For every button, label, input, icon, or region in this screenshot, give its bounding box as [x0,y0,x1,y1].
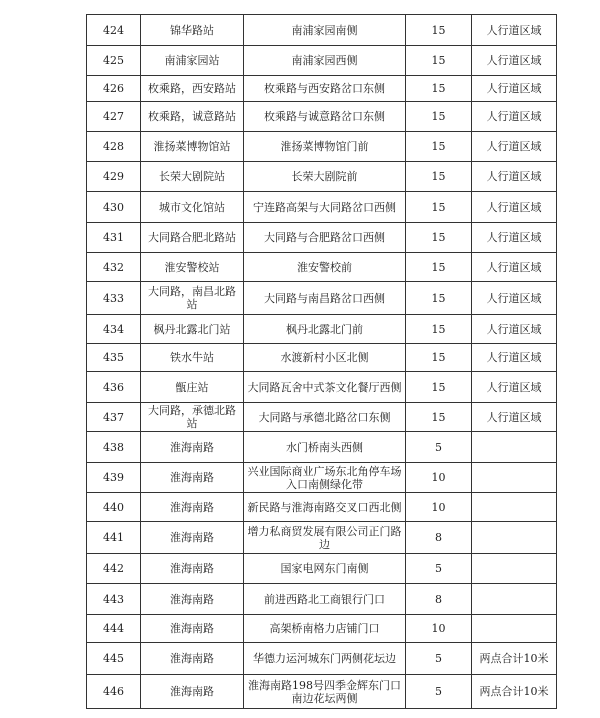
station-name: 淮海南路 [141,463,244,493]
table-row [87,554,557,584]
row-number: 441 [87,522,141,554]
parking-count: 15 [406,282,472,315]
area-note: 人行道区域 [472,162,557,192]
location-description: 大同路与承德北路岔口东侧 [244,403,406,432]
table-row [87,643,557,675]
parking-count: 8 [406,584,472,615]
table-row [87,315,557,344]
location-description: 新民路与淮海南路交叉口西北侧 [244,493,406,522]
table-row [87,46,557,76]
area-note [472,615,557,643]
station-name: 大同路，承德北路站 [141,403,244,432]
parking-count: 15 [406,162,472,192]
row-number: 446 [87,675,141,709]
parking-count: 15 [406,253,472,282]
parking-count: 15 [406,102,472,132]
station-name: 淮安警校站 [141,253,244,282]
parking-count: 15 [406,223,472,253]
table-row [87,76,557,102]
station-name: 淮海南路 [141,584,244,615]
location-description: 淮扬菜博物馆门前 [244,132,406,162]
station-name: 淮扬菜博物馆站 [141,132,244,162]
table-row [87,584,557,615]
table-row [87,432,557,463]
area-note: 人行道区域 [472,372,557,403]
station-name: 南浦家园站 [141,46,244,76]
table-row [87,522,557,554]
area-note: 人行道区域 [472,223,557,253]
location-description: 前进西路北工商银行门口 [244,584,406,615]
row-number: 429 [87,162,141,192]
table-row [87,344,557,372]
row-number: 436 [87,372,141,403]
station-name: 淮海南路 [141,675,244,709]
parking-count: 15 [406,403,472,432]
parking-count: 15 [406,192,472,223]
table-row [87,15,557,46]
table-row [87,615,557,643]
row-number: 432 [87,253,141,282]
table-row [87,403,557,432]
location-description: 枚乘路与诚意路岔口东侧 [244,102,406,132]
location-description: 淮海南路198号四季金辉东门口南边花坛两侧 [244,675,406,709]
table-row [87,162,557,192]
location-description: 长荣大剧院前 [244,162,406,192]
row-number: 430 [87,192,141,223]
row-number: 438 [87,432,141,463]
row-number: 437 [87,403,141,432]
table-row [87,675,557,709]
area-note: 人行道区域 [472,15,557,46]
table-row [87,102,557,132]
location-description: 枚乘路与西安路岔口东侧 [244,76,406,102]
location-description: 增力私商贸发展有限公司正门路边 [244,522,406,554]
parking-count: 5 [406,675,472,709]
table-row [87,253,557,282]
location-description: 水渡新村小区北侧 [244,344,406,372]
parking-location-table [86,14,557,709]
location-description: 南浦家园南侧 [244,15,406,46]
table-row [87,223,557,253]
location-description: 水门桥南头西侧 [244,432,406,463]
row-number: 431 [87,223,141,253]
parking-count: 5 [406,432,472,463]
area-note: 人行道区域 [472,315,557,344]
station-name: 淮海南路 [141,643,244,675]
location-description: 宁连路高架与大同路岔口西侧 [244,192,406,223]
area-note: 人行道区域 [472,102,557,132]
station-name: 锦华路站 [141,15,244,46]
area-note: 两点合计10米 [472,675,557,709]
row-number: 439 [87,463,141,493]
row-number: 424 [87,15,141,46]
row-number: 435 [87,344,141,372]
area-note [472,432,557,463]
parking-count: 10 [406,493,472,522]
parking-count: 5 [406,554,472,584]
row-number: 443 [87,584,141,615]
station-name: 淮海南路 [141,493,244,522]
location-description: 华德力运河城东门两侧花坛边 [244,643,406,675]
station-name: 大同路合肥北路站 [141,223,244,253]
row-number: 434 [87,315,141,344]
station-name: 枫丹北露北门站 [141,315,244,344]
table-row [87,463,557,493]
row-number: 428 [87,132,141,162]
location-description: 高架桥南格力店铺门口 [244,615,406,643]
station-name: 淮海南路 [141,522,244,554]
location-description: 淮安警校前 [244,253,406,282]
location-description: 南浦家园西侧 [244,46,406,76]
station-name: 淮海南路 [141,432,244,463]
location-description: 兴业国际商业广场东北角停车场入口南侧绿化带 [244,463,406,493]
area-note: 人行道区域 [472,76,557,102]
row-number: 427 [87,102,141,132]
station-name: 长荣大剧院站 [141,162,244,192]
row-number: 440 [87,493,141,522]
location-description: 国家电网东门南侧 [244,554,406,584]
parking-count: 15 [406,15,472,46]
area-note: 人行道区域 [472,282,557,315]
station-name: 甑庄站 [141,372,244,403]
area-note [472,463,557,493]
location-description: 大同路与南昌路岔口西侧 [244,282,406,315]
area-note [472,522,557,554]
location-description: 大同路瓦舍中式茶文化餐厅西侧 [244,372,406,403]
station-name: 淮海南路 [141,615,244,643]
parking-count: 15 [406,372,472,403]
row-number: 445 [87,643,141,675]
parking-count: 15 [406,76,472,102]
parking-count: 8 [406,522,472,554]
area-note [472,554,557,584]
parking-count: 5 [406,643,472,675]
station-name: 城市文化馆站 [141,192,244,223]
area-note: 人行道区域 [472,403,557,432]
area-note [472,584,557,615]
station-name: 淮海南路 [141,554,244,584]
row-number: 425 [87,46,141,76]
station-name: 大同路，南昌北路站 [141,282,244,315]
location-description: 大同路与合肥路岔口西侧 [244,223,406,253]
table-row [87,282,557,315]
row-number: 444 [87,615,141,643]
station-name: 铁水牛站 [141,344,244,372]
area-note: 人行道区域 [472,192,557,223]
parking-count: 15 [406,46,472,76]
area-note: 两点合计10米 [472,643,557,675]
area-note: 人行道区域 [472,344,557,372]
row-number: 433 [87,282,141,315]
parking-count: 15 [406,344,472,372]
station-name: 枚乘路，诚意路站 [141,102,244,132]
area-note: 人行道区域 [472,253,557,282]
table-row [87,372,557,403]
station-name: 枚乘路，西安路站 [141,76,244,102]
location-description: 枫丹北露北门前 [244,315,406,344]
parking-count: 15 [406,132,472,162]
parking-count: 10 [406,615,472,643]
parking-count: 10 [406,463,472,493]
area-note: 人行道区域 [472,132,557,162]
row-number: 426 [87,76,141,102]
row-number: 442 [87,554,141,584]
table-row [87,493,557,522]
area-note: 人行道区域 [472,46,557,76]
table-body [87,15,557,709]
table-row [87,192,557,223]
area-note [472,493,557,522]
table-row [87,132,557,162]
parking-count: 15 [406,315,472,344]
